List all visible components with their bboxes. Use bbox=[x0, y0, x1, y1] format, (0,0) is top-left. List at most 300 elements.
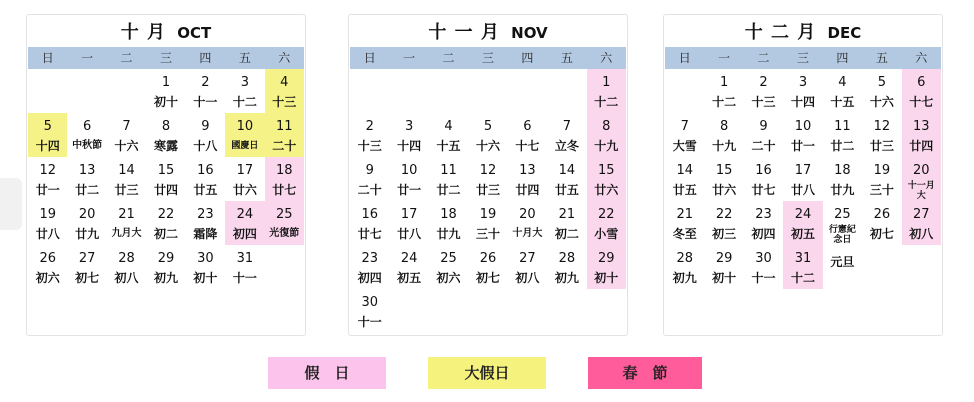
day-cell bbox=[468, 245, 507, 289]
day-cell bbox=[225, 201, 264, 245]
lunar-label: 十九 bbox=[712, 139, 737, 153]
lunar-label: 三十 bbox=[869, 183, 894, 197]
weekday-label: 日 bbox=[41, 51, 54, 65]
month-title-abbr: NOV bbox=[511, 24, 548, 42]
day-cell bbox=[547, 157, 586, 201]
day-cell bbox=[862, 113, 901, 157]
weekday-label: 四 bbox=[521, 51, 534, 65]
lunar-label: 廿八 bbox=[790, 183, 815, 197]
day-number: 3 bbox=[798, 75, 808, 90]
lunar-label: 十四 bbox=[790, 95, 815, 109]
day-number: 30 bbox=[197, 251, 214, 266]
month-panel-oct bbox=[26, 14, 306, 336]
day-number: 26 bbox=[39, 251, 56, 266]
day-grid bbox=[350, 69, 626, 333]
lunar-label: 十二 bbox=[232, 95, 257, 109]
legend-item: 大假日 bbox=[428, 357, 546, 389]
lunar-label: 廿九 bbox=[436, 227, 461, 241]
day-number: 13 bbox=[913, 119, 930, 134]
day-number: 25 bbox=[276, 207, 293, 222]
day-number: 31 bbox=[794, 251, 812, 266]
day-cell bbox=[508, 157, 547, 201]
day-cell bbox=[704, 113, 743, 157]
day-cell bbox=[547, 201, 586, 245]
weekday-label: 三 bbox=[481, 51, 494, 65]
lunar-label: 初四 bbox=[357, 271, 382, 285]
day-number: 18 bbox=[276, 163, 293, 178]
lunar-label: 大雪 bbox=[672, 139, 697, 153]
day-number: 11 bbox=[440, 163, 457, 178]
day-number: 31 bbox=[236, 251, 254, 266]
lunar-label: 初九 bbox=[554, 271, 579, 285]
day-cell bbox=[823, 113, 862, 157]
day-number: 6 bbox=[82, 119, 92, 134]
day-cell bbox=[783, 201, 822, 245]
day-number: 8 bbox=[602, 119, 611, 134]
lunar-label: 元旦 bbox=[830, 255, 855, 269]
lunar-label: 光復節 bbox=[269, 228, 300, 239]
day-number: 25 bbox=[834, 207, 851, 222]
lunar-label: 初二 bbox=[153, 227, 178, 241]
lunar-label: 廿六 bbox=[232, 183, 257, 197]
day-cell bbox=[28, 245, 67, 289]
day-cell bbox=[902, 201, 941, 245]
day-number: 11 bbox=[276, 119, 293, 134]
day-number: 4 bbox=[280, 75, 289, 90]
day-cell bbox=[587, 245, 626, 289]
day-cell bbox=[186, 201, 225, 245]
day-number: 12 bbox=[873, 119, 891, 134]
weekday-label: 六 bbox=[278, 51, 291, 65]
day-cell bbox=[547, 113, 586, 157]
day-number: 9 bbox=[201, 119, 210, 134]
lunar-label: 十四 bbox=[35, 139, 60, 153]
lunar-label: 十二 bbox=[594, 95, 619, 109]
day-cell bbox=[67, 113, 106, 157]
day-cell bbox=[823, 201, 862, 245]
lunar-label: 初四 bbox=[751, 227, 776, 241]
lunar-label: 十三 bbox=[272, 95, 297, 109]
weekday-label: 二 bbox=[757, 51, 770, 65]
day-number: 17 bbox=[794, 163, 812, 178]
day-number: 26 bbox=[479, 251, 497, 266]
day-number: 7 bbox=[562, 119, 571, 134]
day-cell bbox=[547, 245, 586, 289]
day-cell bbox=[665, 245, 704, 289]
lunar-label: 十五 bbox=[436, 139, 461, 153]
weekday-label: 三 bbox=[796, 51, 809, 65]
lunar-label: 初十 bbox=[594, 271, 619, 285]
lunar-label: 廿九 bbox=[830, 183, 855, 197]
day-cell bbox=[783, 69, 822, 113]
weekday-label: 二 bbox=[442, 51, 455, 65]
day-cell bbox=[389, 201, 428, 245]
day-cell bbox=[350, 245, 389, 289]
lunar-label: 初二 bbox=[554, 227, 579, 241]
lunar-label: 廿六 bbox=[594, 183, 619, 197]
weekday-label: 六 bbox=[915, 51, 928, 65]
day-number: 17 bbox=[400, 207, 418, 222]
day-number: 22 bbox=[715, 207, 733, 222]
day-number: 14 bbox=[118, 163, 135, 178]
lunar-label: 廿九 bbox=[75, 227, 100, 241]
lunar-label: 十一 bbox=[232, 271, 257, 285]
lunar-label: 初六 bbox=[35, 271, 60, 285]
lunar-label: 小雪 bbox=[594, 227, 619, 241]
day-cell bbox=[350, 113, 389, 157]
day-cell bbox=[28, 157, 67, 201]
lunar-label: 立冬 bbox=[554, 139, 579, 153]
day-number: 24 bbox=[236, 207, 254, 222]
day-number: 21 bbox=[676, 207, 693, 222]
lunar-label: 初十 bbox=[153, 95, 178, 109]
day-number: 6 bbox=[523, 119, 532, 134]
day-number: 1 bbox=[719, 75, 729, 90]
day-cell bbox=[902, 157, 941, 201]
day-number: 17 bbox=[236, 163, 254, 178]
day-number: 2 bbox=[201, 75, 210, 90]
day-cell bbox=[107, 113, 146, 157]
day-number: 16 bbox=[197, 163, 214, 178]
day-cell bbox=[744, 245, 783, 289]
lunar-label: 初六 bbox=[436, 271, 461, 285]
day-number: 23 bbox=[361, 251, 378, 266]
lunar-label: 初十 bbox=[712, 271, 737, 285]
day-cell bbox=[704, 157, 743, 201]
day-number: 10 bbox=[794, 119, 812, 134]
day-number: 22 bbox=[598, 207, 615, 222]
empty-day-cell bbox=[67, 69, 106, 113]
day-number: 4 bbox=[444, 119, 453, 134]
day-cell bbox=[67, 157, 106, 201]
day-number: 16 bbox=[755, 163, 772, 178]
day-number: 1 bbox=[161, 75, 171, 90]
lunar-label: 十一 bbox=[751, 271, 776, 285]
lunar-label: 二十 bbox=[272, 139, 297, 153]
day-number: 21 bbox=[118, 207, 135, 222]
weekday-label: 一 bbox=[81, 51, 94, 65]
lunar-label: 廿五 bbox=[672, 183, 697, 197]
day-number: 20 bbox=[78, 207, 96, 222]
empty-day-cell bbox=[350, 69, 389, 113]
weekday-header bbox=[665, 47, 941, 69]
lunar-label: 廿四 bbox=[909, 139, 934, 153]
day-number: 7 bbox=[680, 119, 689, 134]
lunar-label: 初七 bbox=[475, 271, 500, 285]
lunar-label: 十一月大 bbox=[907, 181, 935, 201]
day-number: 10 bbox=[236, 119, 254, 134]
day-number: 22 bbox=[157, 207, 175, 222]
day-cell bbox=[146, 157, 185, 201]
lunar-label: 初八 bbox=[515, 271, 540, 285]
day-cell bbox=[186, 157, 225, 201]
empty-day-cell bbox=[429, 69, 468, 113]
lunar-label: 廿二 bbox=[436, 183, 461, 197]
lunar-label: 初七 bbox=[75, 271, 100, 285]
day-number: 26 bbox=[873, 207, 891, 222]
day-cell bbox=[146, 201, 185, 245]
day-cell bbox=[468, 157, 507, 201]
weekday-label: 六 bbox=[600, 51, 613, 65]
lunar-label: 十九 bbox=[594, 139, 619, 153]
day-cell bbox=[67, 245, 106, 289]
month-title-abbr: OCT bbox=[177, 24, 212, 42]
weekday-label: 日 bbox=[678, 51, 691, 65]
day-cell bbox=[389, 157, 428, 201]
empty-day-cell bbox=[547, 69, 586, 113]
weekday-label: 一 bbox=[403, 51, 416, 65]
day-number: 23 bbox=[197, 207, 214, 222]
day-cell bbox=[186, 113, 225, 157]
day-number: 15 bbox=[715, 163, 733, 178]
day-cell bbox=[225, 113, 264, 157]
lunar-label: 初九 bbox=[153, 271, 178, 285]
weekday-label: 五 bbox=[560, 51, 573, 65]
lunar-label: 二十 bbox=[357, 183, 382, 197]
lunar-label: 十一 bbox=[193, 95, 218, 109]
month-title bbox=[349, 15, 627, 47]
lunar-label: 十二 bbox=[712, 95, 737, 109]
weekday-label: 三 bbox=[159, 51, 172, 65]
day-cell bbox=[902, 113, 941, 157]
day-cell bbox=[429, 157, 468, 201]
empty-day-cell bbox=[107, 69, 146, 113]
lunar-label: 九月大 bbox=[111, 228, 142, 239]
day-cell bbox=[429, 201, 468, 245]
day-number: 7 bbox=[122, 119, 131, 134]
day-cell bbox=[429, 245, 468, 289]
day-cell bbox=[508, 201, 547, 245]
weekday-header bbox=[350, 47, 626, 69]
month-title bbox=[664, 15, 942, 47]
day-number: 15 bbox=[157, 163, 175, 178]
weekday-label: 四 bbox=[199, 51, 212, 65]
lunar-label: 廿五 bbox=[554, 183, 579, 197]
day-cell bbox=[587, 157, 626, 201]
lunar-label: 初五 bbox=[790, 227, 815, 241]
month-title bbox=[27, 15, 305, 47]
day-cell bbox=[186, 69, 225, 113]
day-number: 2 bbox=[365, 119, 374, 134]
day-number: 18 bbox=[834, 163, 851, 178]
legend-item: 春 節 bbox=[588, 357, 702, 389]
lunar-label: 初三 bbox=[712, 227, 737, 241]
day-number: 19 bbox=[873, 163, 891, 178]
day-number: 1 bbox=[602, 75, 611, 90]
day-cell bbox=[902, 69, 941, 113]
day-cell bbox=[587, 69, 626, 113]
day-cell bbox=[225, 245, 264, 289]
empty-day-cell bbox=[389, 69, 428, 113]
day-cell bbox=[67, 201, 106, 245]
legend-item: 假 日 bbox=[268, 357, 386, 389]
day-cell bbox=[823, 157, 862, 201]
day-number: 12 bbox=[39, 163, 56, 178]
weekday-label: 五 bbox=[238, 51, 251, 65]
day-number: 24 bbox=[400, 251, 418, 266]
lunar-label: 廿七 bbox=[272, 183, 297, 197]
weekday-label: 日 bbox=[363, 51, 376, 65]
day-cell bbox=[146, 113, 185, 157]
lunar-label: 十三 bbox=[357, 139, 382, 153]
day-number: 9 bbox=[365, 163, 374, 178]
lunar-label: 十月大 bbox=[512, 228, 543, 239]
day-number: 11 bbox=[834, 119, 851, 134]
day-number: 30 bbox=[755, 251, 772, 266]
month-panel-dec bbox=[663, 14, 943, 336]
lunar-label: 廿四 bbox=[515, 183, 540, 197]
day-cell bbox=[225, 157, 264, 201]
day-cell bbox=[783, 157, 822, 201]
day-cell bbox=[350, 289, 389, 333]
day-number: 20 bbox=[519, 207, 536, 222]
empty-day-cell bbox=[508, 69, 547, 113]
lunar-label: 國慶日 bbox=[231, 141, 259, 151]
lunar-label: 十三 bbox=[751, 95, 776, 109]
day-number: 27 bbox=[913, 207, 930, 222]
day-cell bbox=[704, 201, 743, 245]
day-number: 3 bbox=[404, 119, 414, 134]
weekday-label: 一 bbox=[718, 51, 731, 65]
day-number: 8 bbox=[719, 119, 729, 134]
lunar-label: 廿四 bbox=[153, 183, 178, 197]
day-cell bbox=[107, 245, 146, 289]
lunar-label: 廿三 bbox=[869, 139, 894, 153]
day-cell bbox=[862, 201, 901, 245]
day-cell bbox=[389, 245, 428, 289]
lunar-label: 十六 bbox=[869, 95, 894, 109]
day-cell bbox=[28, 113, 67, 157]
day-number: 30 bbox=[361, 295, 378, 310]
day-number: 29 bbox=[715, 251, 733, 266]
day-cell bbox=[468, 201, 507, 245]
day-number: 29 bbox=[157, 251, 175, 266]
lunar-label: 初八 bbox=[114, 271, 139, 285]
day-cell bbox=[704, 245, 743, 289]
lunar-label: 廿七 bbox=[751, 183, 776, 197]
day-number: 14 bbox=[676, 163, 693, 178]
day-number: 23 bbox=[755, 207, 772, 222]
day-cell bbox=[389, 113, 428, 157]
side-scroll-tab[interactable] bbox=[0, 178, 22, 230]
day-number: 9 bbox=[759, 119, 768, 134]
lunar-label: 廿六 bbox=[712, 183, 737, 197]
day-cell bbox=[146, 245, 185, 289]
lunar-label: 二十 bbox=[751, 139, 776, 153]
day-number: 19 bbox=[479, 207, 497, 222]
day-number: 28 bbox=[118, 251, 135, 266]
weekday-label: 二 bbox=[120, 51, 133, 65]
day-cell bbox=[265, 157, 304, 201]
day-number: 13 bbox=[519, 163, 536, 178]
day-number: 3 bbox=[240, 75, 249, 90]
day-number: 6 bbox=[917, 75, 926, 90]
day-cell bbox=[107, 201, 146, 245]
lunar-label: 十七 bbox=[909, 95, 934, 109]
month-title-chinese: 十 月 bbox=[120, 22, 166, 43]
lunar-label: 廿一 bbox=[35, 183, 60, 197]
lunar-label: 初四 bbox=[232, 227, 257, 241]
day-cell bbox=[146, 69, 185, 113]
day-grid bbox=[665, 69, 941, 289]
lunar-label: 廿八 bbox=[397, 227, 422, 241]
lunar-label: 寒露 bbox=[153, 139, 178, 153]
lunar-label: 廿八 bbox=[35, 227, 60, 241]
day-cell bbox=[862, 157, 901, 201]
day-number: 10 bbox=[400, 163, 418, 178]
lunar-label: 霜降 bbox=[193, 227, 218, 241]
day-cell bbox=[265, 113, 304, 157]
day-cell bbox=[744, 113, 783, 157]
day-number: 18 bbox=[440, 207, 457, 222]
day-number: 13 bbox=[78, 163, 96, 178]
day-number: 14 bbox=[558, 163, 576, 178]
lunar-label: 初八 bbox=[909, 227, 934, 241]
day-number: 5 bbox=[483, 119, 493, 134]
day-number: 27 bbox=[78, 251, 96, 266]
day-cell bbox=[508, 113, 547, 157]
day-number: 25 bbox=[440, 251, 457, 266]
lunar-label: 十六 bbox=[475, 139, 500, 153]
weekday-label: 五 bbox=[875, 51, 888, 65]
weekday-header bbox=[28, 47, 304, 69]
lunar-label: 冬至 bbox=[672, 227, 697, 241]
day-cell bbox=[350, 157, 389, 201]
day-cell bbox=[28, 201, 67, 245]
day-cell bbox=[823, 245, 862, 289]
day-cell bbox=[665, 157, 704, 201]
day-cell bbox=[783, 245, 822, 289]
lunar-label: 十七 bbox=[515, 139, 540, 153]
lunar-label: 十一 bbox=[357, 315, 382, 329]
day-cell bbox=[468, 113, 507, 157]
day-cell bbox=[704, 69, 743, 113]
lunar-label: 初九 bbox=[672, 271, 697, 285]
empty-day-cell bbox=[28, 69, 67, 113]
month-title-abbr: DEC bbox=[827, 24, 862, 42]
day-number: 15 bbox=[598, 163, 615, 178]
lunar-label: 行憲紀念日 bbox=[828, 225, 856, 245]
day-cell bbox=[186, 245, 225, 289]
day-number: 2 bbox=[759, 75, 768, 90]
empty-day-cell bbox=[468, 69, 507, 113]
lunar-label: 廿三 bbox=[114, 183, 139, 197]
month-title-chinese: 十 一 月 bbox=[428, 22, 500, 43]
lunar-label: 初五 bbox=[397, 271, 422, 285]
lunar-label: 初七 bbox=[869, 227, 894, 241]
day-grid bbox=[28, 69, 304, 289]
day-number: 4 bbox=[838, 75, 847, 90]
day-number: 12 bbox=[479, 163, 497, 178]
day-cell bbox=[265, 69, 304, 113]
day-number: 28 bbox=[676, 251, 693, 266]
day-number: 24 bbox=[794, 207, 812, 222]
lunar-label: 廿三 bbox=[475, 183, 500, 197]
day-number: 19 bbox=[39, 207, 56, 222]
month-title-chinese: 十 二 月 bbox=[744, 22, 817, 43]
day-cell bbox=[823, 69, 862, 113]
day-number: 27 bbox=[519, 251, 536, 266]
day-cell bbox=[265, 201, 304, 245]
lunar-label: 三十 bbox=[475, 227, 500, 241]
lunar-label: 廿二 bbox=[75, 183, 100, 197]
day-number: 5 bbox=[43, 119, 52, 134]
lunar-label: 廿七 bbox=[357, 227, 382, 241]
month-panel-nov bbox=[348, 14, 628, 336]
day-cell bbox=[783, 113, 822, 157]
day-cell bbox=[107, 157, 146, 201]
day-cell bbox=[587, 201, 626, 245]
